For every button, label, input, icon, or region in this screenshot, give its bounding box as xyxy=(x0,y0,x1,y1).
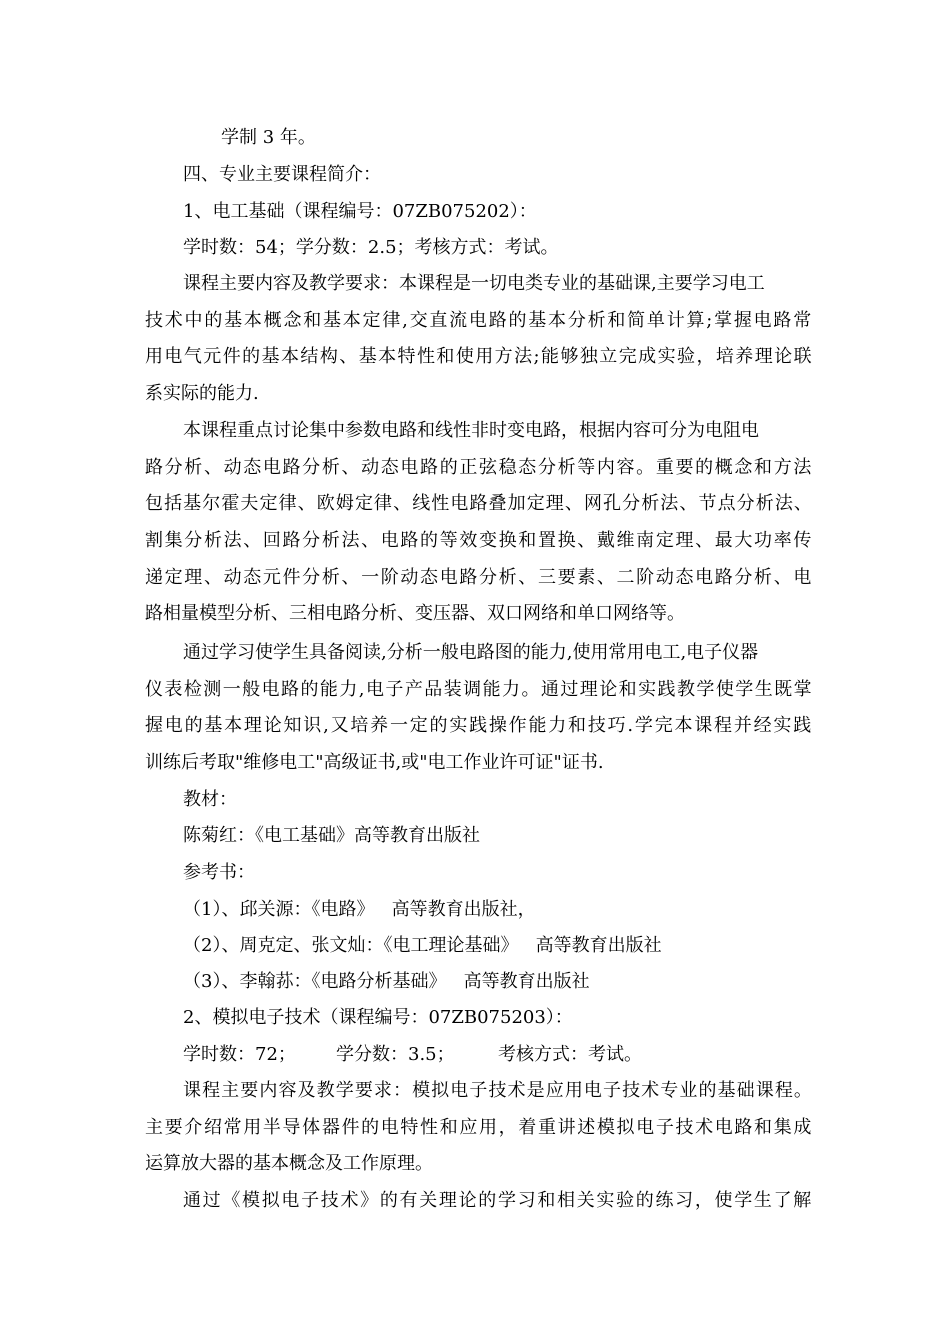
duration-line: 学制 3 年。 xyxy=(221,127,316,148)
paragraph-line: 仪表检测一般电路的能力,电子产品装调能力。通过理论和实践教学使学生既掌 xyxy=(145,679,813,700)
paragraph-line: 通过学习使学生具备阅读,分析一般电路图的能力,使用常用电工,电子仪器 xyxy=(183,642,759,663)
paragraph-line: 路相量模型分析、三相电路分析、变压器、双口网络和单口网络等。 xyxy=(145,603,685,624)
paragraph-line: 课程主要内容及教学要求：本课程是一切电类专业的基础课,主要学习电工 xyxy=(183,273,765,294)
textbook-label: 教材： xyxy=(183,789,237,810)
textbook-entry: 陈菊红：《电工基础》高等教育出版社 xyxy=(183,825,480,846)
course-stat-exam: 考核方式：考试。 xyxy=(498,1044,642,1065)
paragraph-line: 握电的基本理论知识,又培养一定的实践操作能力和技巧.学完本课程并经实践 xyxy=(145,715,813,736)
paragraph-line: 路分析、动态电路分析、动态电路的正弦稳态分析等内容。重要的概念和方法 xyxy=(145,457,813,478)
paragraph-line: 用电气元件的基本结构、基本特性和使用方法;能够独立完成实验，培养理论联 xyxy=(145,346,813,367)
course-stat-hours: 学时数：72； xyxy=(183,1044,296,1065)
paragraph-line: 系实际的能力. xyxy=(145,383,259,404)
course-heading: 2、模拟电子技术（课程编号：07ZB075203）： xyxy=(183,1007,573,1028)
paragraph-line: 运算放大器的基本概念及工作原理。 xyxy=(145,1153,433,1174)
paragraph-line: 技术中的基本概念和基本定律,交直流电路的基本分析和简单计算;掌握电路常 xyxy=(145,310,813,331)
course-stats: 学时数：54；学分数：2.5；考核方式：考试。 xyxy=(183,237,559,258)
paragraph-line: 递定理、动态元件分析、一阶动态电路分析、三要素、二阶动态电路分析、电 xyxy=(145,567,813,588)
paragraph-line: 本课程重点讨论集中参数电路和线性非时变电路，根据内容可分为电阻电 xyxy=(183,420,759,441)
reference-item: （3）、李翰荪：《电路分析基础》 高等教育出版社 xyxy=(183,971,590,992)
paragraph-line: 割集分析法、回路分析法、电路的等效变换和置换、戴维南定理、最大功率传 xyxy=(145,530,813,551)
paragraph-line: 包括基尔霍夫定律、欧姆定律、线性电路叠加定理、网孔分析法、节点分析法、 xyxy=(145,493,813,514)
paragraph-line: 训练后考取"维修电工"高级证书,或"电工作业许可证"证书. xyxy=(145,752,604,773)
reference-item: （1）、邱关源：《电路》 高等教育出版社， xyxy=(183,899,536,920)
reference-item: （2）、周克定、张文灿：《电工理论基础》 高等教育出版社 xyxy=(183,935,662,956)
references-label: 参考书： xyxy=(183,862,255,883)
paragraph-line: 通过《模拟电子技术》的有关理论的学习和相关实验的练习，使学生了解 xyxy=(183,1190,813,1211)
course-stat-credits: 学分数：3.5； xyxy=(336,1044,455,1065)
paragraph-line: 主要介绍常用半导体器件的电特性和应用，着重讲述模拟电子技术电路和集成 xyxy=(145,1117,813,1138)
section-heading: 四、专业主要课程简介： xyxy=(183,164,381,185)
paragraph-line: 课程主要内容及教学要求：模拟电子技术是应用电子技术专业的基础课程。 xyxy=(183,1080,813,1101)
course-heading: 1、电工基础（课程编号：07ZB075202）： xyxy=(183,201,537,222)
